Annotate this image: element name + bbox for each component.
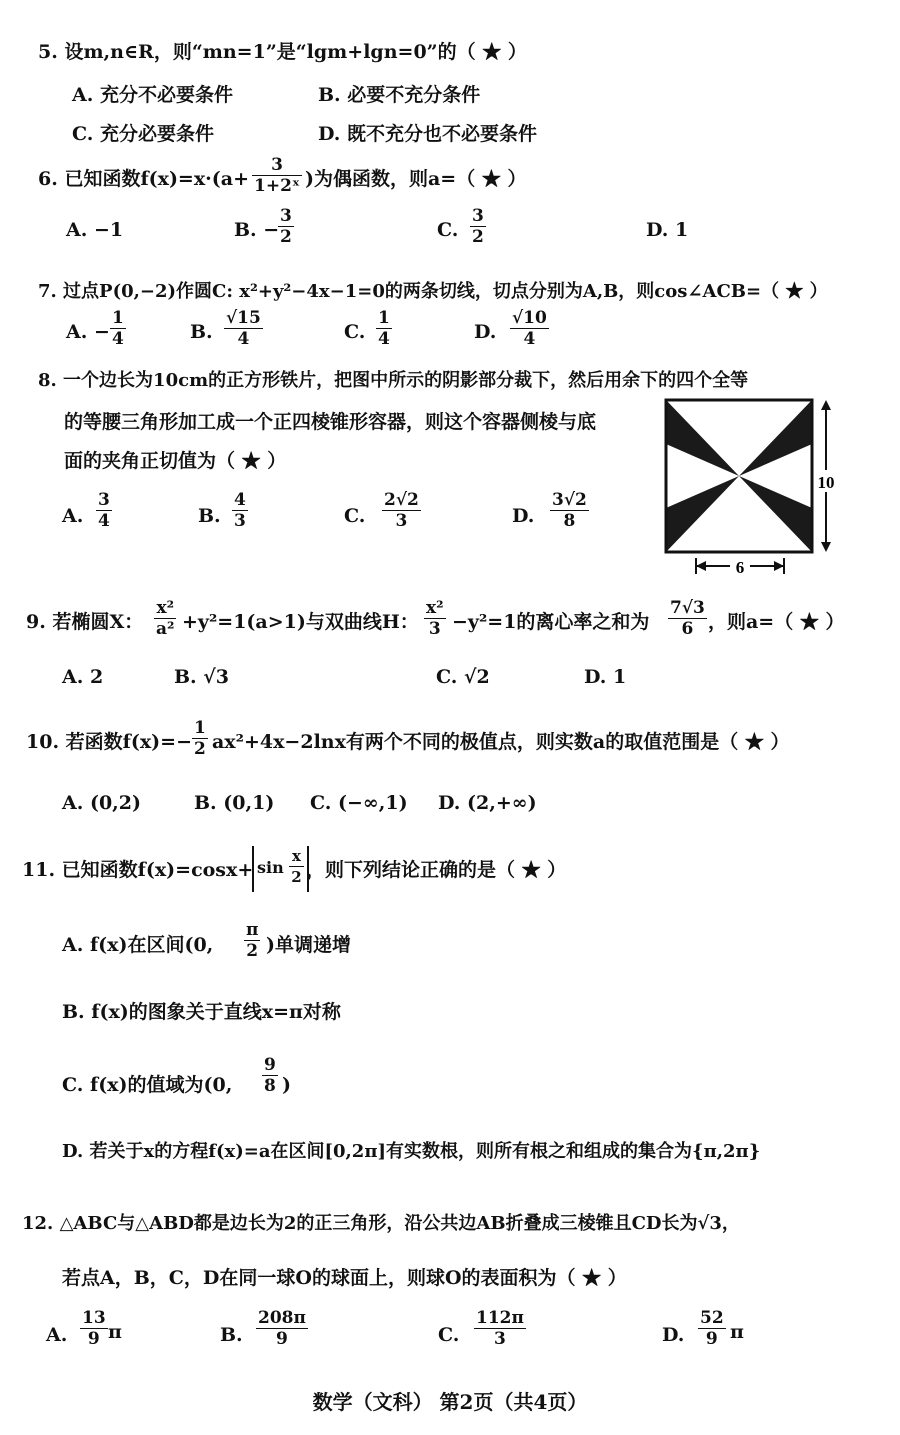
q9-stem-a: 9. 若椭圆X： [26, 611, 144, 633]
q5-option-b: B. 必要不充分条件 [318, 84, 481, 106]
q5-stem: 5. 设m,n∈R，则“mn=1”是“lgm+lgn=0”的（ ★ ） [38, 41, 527, 63]
fraction-denominator: a² [156, 619, 175, 639]
q10-stem-b: ax²+4x−2lnx有两个不同的极值点，则实数a的取值范围是（ ★ ） [212, 731, 790, 753]
square-cutout-figure [660, 394, 850, 584]
q6-stem-fraction [252, 155, 302, 196]
q9-fraction-2 [424, 598, 446, 639]
q8-option-c-label: C. [344, 505, 366, 527]
q10-fraction [192, 718, 208, 759]
fraction-numerator: 3 [280, 206, 292, 226]
q9-option-c: C. √2 [436, 666, 490, 688]
q10-option-b: B. (0,1) [194, 792, 275, 814]
fraction-numerator: 3 [472, 206, 484, 226]
q7-option-a-fraction [110, 308, 126, 349]
q6-stem-a: 6. 已知函数f(x)=x·(a+ [38, 168, 250, 190]
q8-option-a-fraction [96, 490, 112, 531]
q12-option-a-pi: π [108, 1321, 122, 1343]
q9-option-d: D. 1 [584, 666, 627, 688]
q9-stem-b: +y²=1(a>1)与双曲线H： [182, 611, 419, 633]
fraction-numerator: 3 [252, 155, 302, 176]
abs-fraction [289, 846, 303, 887]
q11-option-c-tail: ) [282, 1074, 291, 1096]
height-arrow-top [821, 400, 831, 410]
q9-stem-c: −y²=1的离心率之和为 [452, 611, 650, 633]
fraction-denominator: 9 [87, 1329, 100, 1349]
q12-option-b-label: B. [220, 1324, 243, 1346]
fraction-numerator: x² [426, 598, 444, 618]
fraction-denominator: 4 [378, 329, 390, 349]
q7-option-d-fraction [510, 308, 549, 349]
q6-option-d: D. 1 [646, 219, 689, 241]
page-footer: 数学（文科） 第2页（共4页） [312, 1390, 588, 1414]
q8-line3: 面的夹角正切值为（ ★ ） [64, 450, 287, 472]
q10-option-d: D. (2,+∞) [438, 792, 537, 814]
q7-option-c-fraction [376, 308, 392, 349]
q7-option-d-label: D. [474, 321, 497, 343]
q11-option-a-fraction [244, 920, 260, 961]
fraction-denominator: 9 [276, 1329, 288, 1349]
q12-option-d-fraction [698, 1308, 726, 1349]
q8-line1: 8. 一个边长为10cm的正方形铁片，把图中所示的阴影部分裁下，然后用余下的四个全等 [38, 370, 749, 391]
fraction-denominator: 6 [681, 619, 694, 639]
q7-option-c-label: C. [344, 321, 366, 343]
fraction-numerator: 3 [98, 490, 110, 510]
fraction-denominator: 1+2ˣ [254, 176, 300, 196]
q12-option-a-fraction [80, 1308, 108, 1349]
q11-option-d: D. 若关于x的方程f(x)=a在区间[0,2π]有实数根，则所有根之和组成的集合为{π,2π} [62, 1141, 761, 1162]
q12-line2: 若点A，B，C，D在同一球O的球面上，则球O的表面积为（ ★ ） [62, 1267, 627, 1289]
fraction-denominator: 2 [280, 227, 292, 247]
q6-option-c-label: C. [437, 219, 459, 241]
q8-option-d-label: D. [512, 505, 535, 527]
fraction-numerator: π [246, 920, 259, 940]
q8-option-c-fraction [382, 490, 421, 531]
q12-line1: 12. △ABC与△ABD都是边长为2的正三角形，沿公共边AB折叠成三棱锥且CD长为√3， [22, 1213, 740, 1234]
q6-option-b-fraction [278, 206, 294, 247]
q10-stem-a: 10. 若函数f(x)=− [26, 731, 192, 753]
q10-option-a: A. (0,2) [62, 792, 142, 814]
abs-sin: sin [257, 858, 284, 877]
fraction-denominator: 4 [112, 329, 124, 349]
fraction-numerator: 2√2 [384, 490, 419, 510]
fraction-denominator: 8 [563, 511, 576, 531]
fraction-denominator: 2 [194, 739, 206, 759]
width-arrow-left [696, 561, 706, 571]
q12-option-d-pi: π [730, 1321, 744, 1343]
q11-option-a-tail: )单调递增 [266, 934, 351, 956]
q11-stem-a: 11. 已知函数f(x)=cosx+ [22, 859, 254, 881]
q10-option-c: C. (−∞,1) [310, 792, 408, 814]
fraction-numerator: 1 [378, 308, 390, 328]
q7-option-b-fraction [224, 308, 263, 349]
fraction-denominator: 2 [291, 868, 302, 886]
q11-stem-b: ，则下列结论正确的是（ ★ ） [306, 859, 567, 881]
fraction-numerator: 3√2 [552, 490, 587, 510]
fraction-numerator: 1 [112, 308, 124, 328]
q5-option-a: A. 充分不必要条件 [72, 84, 233, 106]
q11-option-c-text: C. f(x)的值域为(0, [62, 1074, 233, 1096]
q7-option-b-label: B. [190, 321, 213, 343]
q8-option-a-label: A. [62, 505, 84, 527]
q5-option-c: C. 充分必要条件 [72, 123, 215, 145]
q6-option-c-fraction [470, 206, 486, 247]
fraction-numerator: 112π [476, 1308, 524, 1328]
q12-option-b-fraction [256, 1308, 308, 1349]
q8-option-d-fraction [550, 490, 589, 531]
fraction-numerator: 52 [700, 1308, 724, 1328]
fraction-numerator: 208π [258, 1308, 306, 1328]
q8-option-b-fraction [232, 490, 248, 531]
q11-option-a-text: A. f(x)在区间(0, [62, 934, 214, 956]
fraction-denominator: 3 [234, 511, 246, 531]
q5-option-d: D. 既不充分也不必要条件 [318, 123, 538, 145]
q6-option-b-label: B. − [234, 219, 280, 241]
fraction-numerator: √15 [226, 308, 261, 328]
q12-option-a-label: A. [46, 1324, 68, 1346]
q11-option-c-fraction [262, 1055, 278, 1096]
fraction-denominator: 2 [246, 941, 259, 961]
fraction-denominator: 4 [523, 329, 536, 349]
fraction-denominator: 2 [472, 227, 484, 247]
width-label: 6 [735, 558, 745, 577]
fraction-numerator: 1 [194, 718, 206, 738]
fraction-numerator: x² [154, 598, 176, 619]
fraction-denominator: 3 [428, 619, 441, 639]
height-label: 10 [817, 473, 835, 492]
q8-option-b-label: B. [198, 505, 221, 527]
q8-line2: 的等腰三角形加工成一个正四棱锥形容器，则这个容器侧棱与底 [64, 411, 597, 433]
fraction-numerator: 13 [82, 1308, 106, 1328]
q12-option-c-label: C. [438, 1324, 460, 1346]
fraction-numerator: 9 [264, 1055, 276, 1075]
fraction-denominator: 8 [264, 1076, 276, 1096]
q7-option-a-label: A. − [66, 321, 110, 343]
q9-option-b: B. √3 [174, 666, 229, 688]
q12-option-d-label: D. [662, 1324, 685, 1346]
q9-option-a: A. 2 [62, 666, 104, 688]
fraction-numerator: √10 [512, 308, 547, 328]
fraction-numerator: 4 [234, 490, 246, 510]
width-arrow-right [774, 561, 784, 571]
fraction-denominator: 3 [494, 1329, 506, 1349]
q9-fraction-3 [668, 598, 707, 639]
fraction-numerator: x [289, 846, 303, 867]
q11-option-b: B. f(x)的图象关于直线x=π对称 [62, 1001, 341, 1023]
fraction-denominator: 4 [237, 329, 250, 349]
q11-abs-value [252, 846, 309, 892]
q6-stem-b: )为偶函数，则a=（ ★ ） [305, 168, 527, 190]
fraction-numerator: 7√3 [670, 598, 705, 618]
height-arrow-bottom [821, 542, 831, 552]
q6-option-a: A. −1 [66, 219, 124, 241]
q9-fraction-1 [154, 598, 176, 639]
q12-option-c-fraction [474, 1308, 526, 1349]
fraction-denominator: 3 [395, 511, 408, 531]
q9-stem-d: ，则a=（ ★ ） [708, 611, 845, 633]
q7-stem: 7. 过点P(0,−2)作圆C: x²+y²−4x−1=0的两条切线，切点分别为A,B，则cos∠ACB=（ ★ ） [38, 281, 828, 302]
fraction-denominator: 4 [98, 511, 110, 531]
fraction-denominator: 9 [705, 1329, 718, 1349]
